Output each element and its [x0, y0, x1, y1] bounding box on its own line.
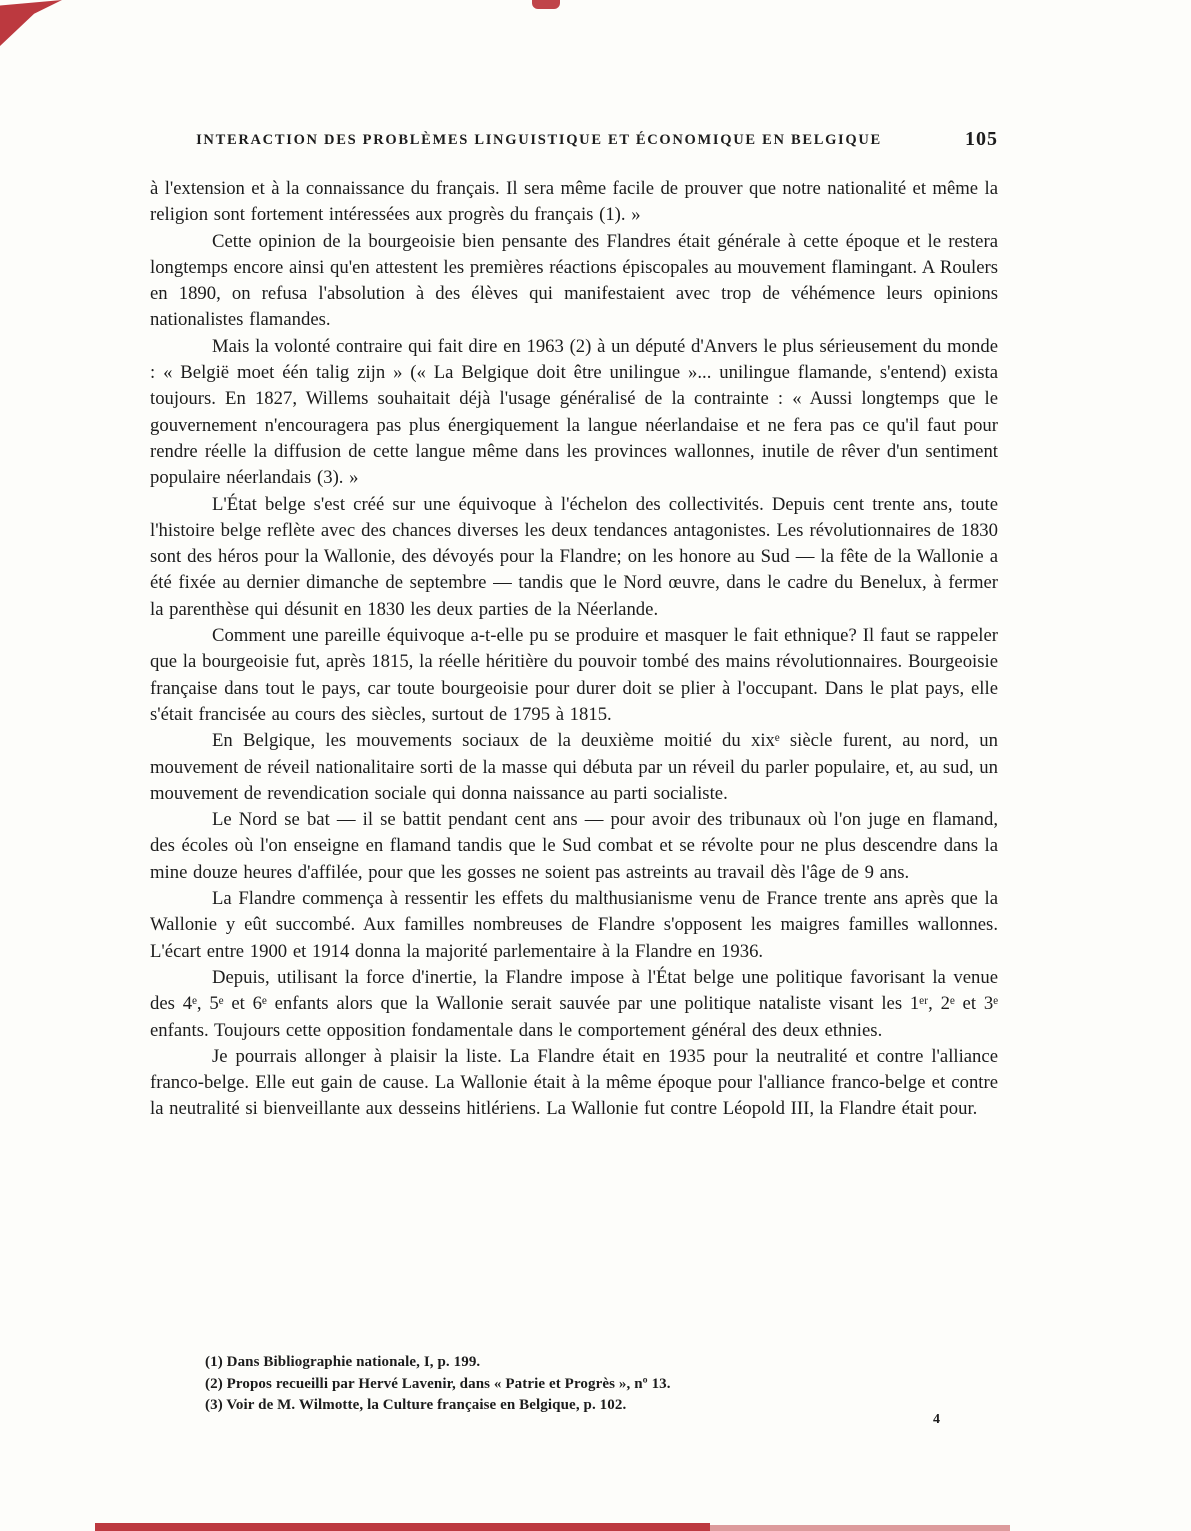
paragraph: Mais la volonté contraire qui fait dire en 1963 (2) à un député d'Anvers le plus sérieusement du monde : « België moet één talig zijn » (« La Belgique doit être unilingue »... unilingue flamande, s'entend) exista toujours. En 1827, Willems souhaitait déjà l'usage généralisé de la contrainte : « Aussi longtemps que le gouvernement n'encouragera pas plus énergiquement la langue néerlandaise et ne fera pas ce qu'il faut pour rendre réelle la diffusion de cette langue même dans les provinces wallonnes, inutile de rêver d'un sentiment populaire néerlandais (3). » [150, 335, 998, 489]
scan-artifact-bottom-strip-light [710, 1525, 1010, 1531]
footnote: (3) Voir de M. Wilmotte, la Culture française en Belgique, p. 102. [205, 1397, 627, 1413]
paragraph: Comment une pareille équivoque a-t-elle pu se produire et masquer le fait ethnique? Il faut se rappeler que la bourgeoisie fut, après 1815, la réelle héritière du pouvoir tombé des mains révolutionnaires. Bourgeoisie française dans tout le pays, car toute bourgeoisie pour durer doit se plier à l'occupant. Dans le plat pays, elle s'était francisée au cours des siècles, surtout de 1795 à 1815. [150, 625, 998, 725]
paragraph: à l'extension et à la connaissance du français. Il sera même facile de prouver que notre nationalité et même la religion sont fortement intéressées aux progrès du français (1). » [150, 178, 998, 226]
paragraph: La Flandre commença à ressentir les effets du malthusianisme venu de France trente ans après que la Wallonie y eût succombé. Aux familles nombreuses de Flandre s'opposent les maigres familles wallonnes. L'écart entre 1900 et 1914 donna la majorité parlementaire à la Flandre en 1936. [150, 888, 998, 962]
paragraph: Je pourrais allonger à plaisir la liste. La Flandre était en 1935 pour la neutralité et contre l'alliance franco-belge. Elle eut gain de cause. La Wallonie était à la même époque pour l'alliance franco-belge et contre la neutralité si bienveillante aux desseins hitlériens. La Wallonie fut contre Léopold III, la Flandre était pour. [150, 1045, 998, 1120]
footnote: (2) Propos recueilli par Hervé Lavenir, dans « Patrie et Progrès », nº 13. [205, 1375, 671, 1392]
paragraph: Cette opinion de la bourgeoisie bien pensante des Flandres était générale à cette époque et le restera longtemps encore ainsi qu'en attestent les premières réactions épiscopales au mouvement flamingant. A Roulers en 1890, on refusa l'absolution à des élèves qui manifestaient avec trop de véhémence leurs opinions nationalistes flamandes. [150, 230, 998, 331]
page-header [150, 128, 998, 162]
scan-artifact-bottom-strip [95, 1523, 710, 1531]
text-block [150, 128, 998, 1123]
scan-artifact-top-left [0, 0, 62, 46]
body-text [150, 176, 998, 1123]
paragraph: L'État belge s'est créé sur une équivoque à l'échelon des collectivités. Depuis cent trente ans, toute l'histoire belge reflète avec des chances diverses les deux tendances antagonistes. Les révolutionnaires de 1830 sont des héros pour la Wallonie, des dévoyés pour la Flandre; on les honore au Sud — la fête de la Wallonie a été fixée au dernier dimanche de septembre — tandis que le Nord œuvre, dans le cadre du Benelux, à fermer la parenthèse qui désunit en 1830 les deux parties de la Néerlande. [150, 493, 998, 620]
paragraph: En Belgique, les mouvements sociaux de la deuxième moitié du xixᵉ siècle furent, au nord, un mouvement de réveil nationalitaire sorti de la masse qui débuta par un réveil du parler populaire, et, au sud, un mouvement de revendication sociale qui donna naissance au parti socialiste. [150, 730, 998, 804]
footnotes [205, 1352, 1005, 1417]
scan-artifact-top-center [532, 0, 560, 9]
paragraph: Le Nord se bat — il se battit pendant cent ans — pour avoir des tribunaux où l'on juge en flamand, des écoles où l'on enseigne en flamand tandis que le Sud combat et se révolte pour ne plus descendre dans la mine douze heures d'affilée, pour que les gosses ne soient pas astreints au travail dès l'âge de 9 ans. [150, 809, 998, 883]
page-number: 105 [965, 128, 998, 150]
running-title: INTERACTION DES PROBLÈMES LINGUISTIQUE ET ÉCONOMIQUE EN BELGIQUE [196, 132, 882, 148]
printer-mark: 4 [933, 1412, 940, 1427]
footnote: (1) Dans Bibliographie nationale, I, p. 199. [205, 1354, 481, 1370]
paragraph: Depuis, utilisant la force d'inertie, la Flandre impose à l'État belge une politique favorisant la venue des 4ᵉ, 5ᵉ et 6ᵉ enfants alors que la Wallonie serait sauvée par une politique nataliste visant les 1ᵉʳ, 2ᵉ et 3ᵉ enfants. Toujours cette opposition fondamentale dans le comportement général des deux ethnies. [150, 966, 998, 1041]
